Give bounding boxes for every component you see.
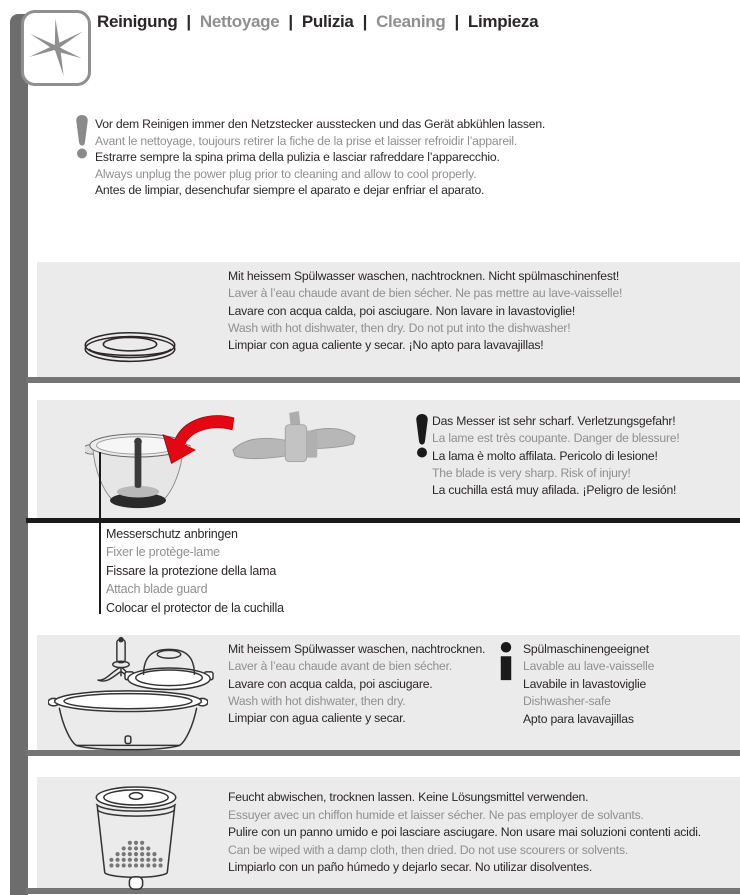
lid-line-illustration	[124, 643, 214, 693]
title-en: Cleaning	[376, 12, 446, 31]
title-separator: |	[454, 12, 459, 31]
leader-line	[99, 452, 101, 614]
instruction-line: Avant le nettoyage, toujours retirer la fiche de la prise et laisser refroidir l’appareil.	[95, 133, 518, 148]
title-de: Reinigung	[97, 12, 178, 31]
bowl-instructions-block	[228, 641, 485, 727]
title-separator: |	[362, 12, 368, 31]
caption-line: Fixer le protège-lame	[106, 545, 220, 560]
instruction-line: Dishwasher-safe	[523, 694, 611, 709]
instruction-line: Mit heissem Spülwasser waschen, nachtrocknen.	[228, 642, 486, 656]
instruction-line: Can be wiped with a damp cloth, then dried. Do not use scourers or solvents.	[228, 842, 629, 857]
dishwasher-safe-block	[523, 641, 654, 728]
instruction-line: Antes de limpiar, desenchufar siempre el aparato e dejar enfriar el aparato.	[95, 183, 485, 198]
instruction-line: La lama è molto affilata. Pericolo di lesione!	[432, 448, 658, 463]
title-separator: |	[186, 12, 191, 31]
instruction-line: Essuyer avec un chiffon humide et laisser sécher. Ne pas employer de solvants.	[228, 807, 644, 822]
instruction-line: Das Messer ist sehr scharf. Verletzungsgefahr!	[432, 414, 676, 428]
instruction-line: The blade is very sharp. Risk of injury!	[432, 465, 631, 480]
left-margin-bar	[10, 14, 28, 895]
caption-line: Messerschutz anbringen	[106, 527, 238, 541]
section-divider-black	[26, 518, 740, 523]
instruction-line: Vor dem Reinigen immer den Netzstecker ausstecken und das Gerät abkühlen lassen.	[95, 117, 546, 131]
motor-unit-illustration	[84, 785, 188, 893]
instruction-line: Limpiar con agua caliente y secar. ¡No apto para lavavajillas!	[228, 338, 544, 353]
title-es: Limpieza	[467, 12, 539, 31]
instruction-line: Limpiarlo con un paño húmedo y dejarlo secar. No utilizar disolventes.	[228, 860, 593, 874]
instruction-line: La lame est très coupante. Danger de blessure!	[432, 431, 680, 446]
intro-warning-block	[95, 116, 545, 199]
exclamation-icon	[414, 413, 430, 459]
caption-line: Fissare la protezione della lama	[106, 563, 277, 578]
instruction-line: Lavare con acqua calda, poi asciugare. Non lavare in lavastoviglie!	[228, 303, 576, 318]
title-separator: |	[288, 12, 293, 31]
blade-guard-caption-block	[106, 525, 284, 617]
instruction-line: Lavare con acqua calda, poi asciugare.	[228, 676, 433, 691]
instruction-line: Lavabile in lavastoviglie	[523, 676, 647, 691]
title-fr: Nettoyage	[199, 12, 280, 31]
blade-guard-illustration	[231, 411, 357, 481]
instruction-line: Pulire con un panno umido e poi lasciare asciugare. Non usare mai soluzioni contenti acidi.	[228, 825, 701, 839]
instruction-line: Estrarre sempre la spina prima della pulizia e lasciar rafreddare l’apparecchio.	[95, 150, 500, 165]
exclamation-icon	[74, 115, 90, 159]
star-logo-icon	[24, 13, 88, 83]
motor-instructions-block	[228, 789, 701, 877]
brand-logo	[21, 10, 91, 86]
caption-line: Attach blade guard	[106, 582, 208, 597]
caption-line: Colocar el protector de la cuchilla	[106, 600, 284, 615]
title-it: Pulizia	[301, 12, 354, 31]
instruction-line: Laver à l’eau chaude avant de bien sécher.	[228, 659, 453, 674]
insert-arrow-icon	[158, 414, 238, 474]
instruction-line: Limpiar con agua caliente y secar.	[228, 711, 406, 726]
instruction-line: Wash with hot dishwater, then dry.	[228, 693, 406, 708]
lid-instructions-block	[228, 268, 622, 354]
page-title	[97, 12, 538, 32]
instruction-line: Feucht abwischen, trocknen lassen. Keine Lösungsmittel verwenden.	[228, 790, 589, 804]
instruction-line: Wash with hot dishwater, then dry. Do not put into the dishwasher!	[228, 320, 571, 335]
section-divider	[26, 377, 740, 383]
instruction-line: Lavable au lave-vaisselle	[523, 659, 655, 674]
lid-illustration	[82, 328, 178, 368]
instruction-line: Always unplug the power plug prior to cleaning and allow to cool properly.	[95, 166, 477, 181]
instruction-line: Apto para lavavajillas	[523, 711, 634, 726]
bowl-line-illustration	[48, 688, 208, 752]
info-icon	[499, 642, 513, 682]
blade-warning-block	[432, 413, 680, 499]
instruction-line: Spülmaschinengeeignet	[523, 642, 649, 656]
instruction-line: La cuchilla está muy afilada. ¡Peligro de lesión!	[432, 483, 677, 498]
instruction-line: Mit heissem Spülwasser waschen, nachtrocknen. Nicht spülmaschinenfest!	[228, 269, 620, 283]
instruction-line: Laver à l’eau chaude avant de bien sécher. Ne pas mettre au lave-vaisselle!	[228, 286, 623, 301]
